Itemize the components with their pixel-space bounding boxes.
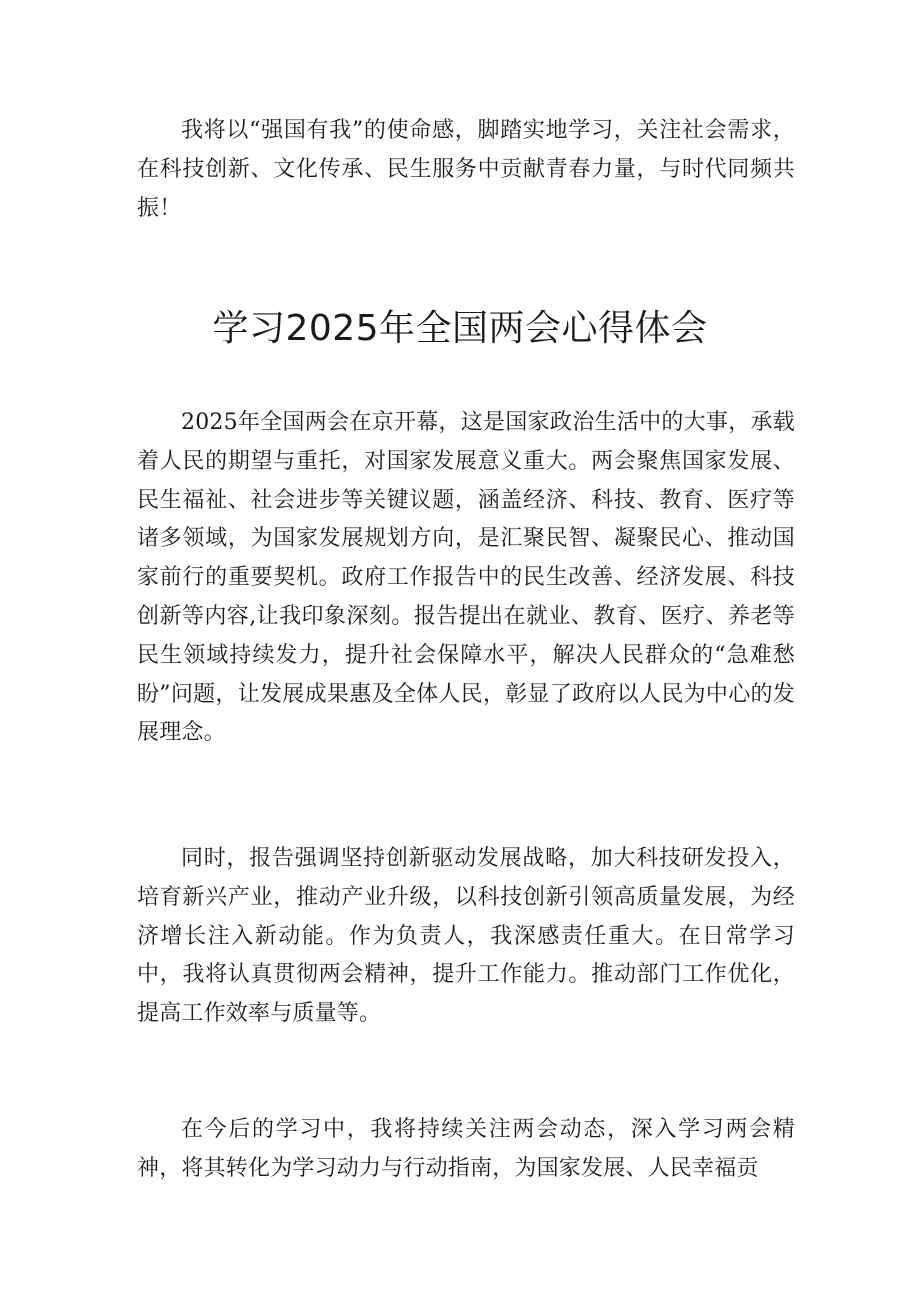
body-paragraph-3: 在今后的学习中，我将持续关注两会动态，深入学习两会精神，将其转化为学习动力与行动指南，为国家发展、人民幸福贡 [137,1117,795,1181]
body-paragraph-1: 2025年全国两会在京开幕，这是国家政治生活中的大事，承载着人民的期望与重托，对国家发展意义重大。两会聚焦国家发展、民生福祉、社会进步等关键议题，涵盖经济、科技、教育、医疗等诸多领域，为国家发展规划方向，是汇聚民智、凝聚民心、推动国家前行的重要契机。政府工作报告中的民生改善、经济发展、科技创新等内容,让我印象深刻。报告提出在就业、教育、医疗、养老等民生领域持续发力，提升社会保障水平，解决人民群众的“急难愁盼”问题，让发展成果惠及全体人民，彰显了政府以人民为中心的发展理念。 [137,410,795,746]
body-paragraph-2: 同时，报告强调坚持创新驱动发展战略，加大科技研发投入，培育新兴产业，推动产业升级，以科技创新引领高质量发展，为经济增长注入新动能。作为负责人，我深感责任重大。在日常学习中，我将认真贯彻两会精神，提升工作能力。推动部门工作优化，提高工作效率与质量等。 [137,846,795,1027]
intro-paragraph: 我将以“强国有我”的使命感，脚踏实地学习，关注社会需求，在科技创新、文化传承、民生服务中贡献青春力量，与时代同频共振！ [137,118,795,221]
document-title: 学习2025年全国两会心得体会 [212,308,708,349]
